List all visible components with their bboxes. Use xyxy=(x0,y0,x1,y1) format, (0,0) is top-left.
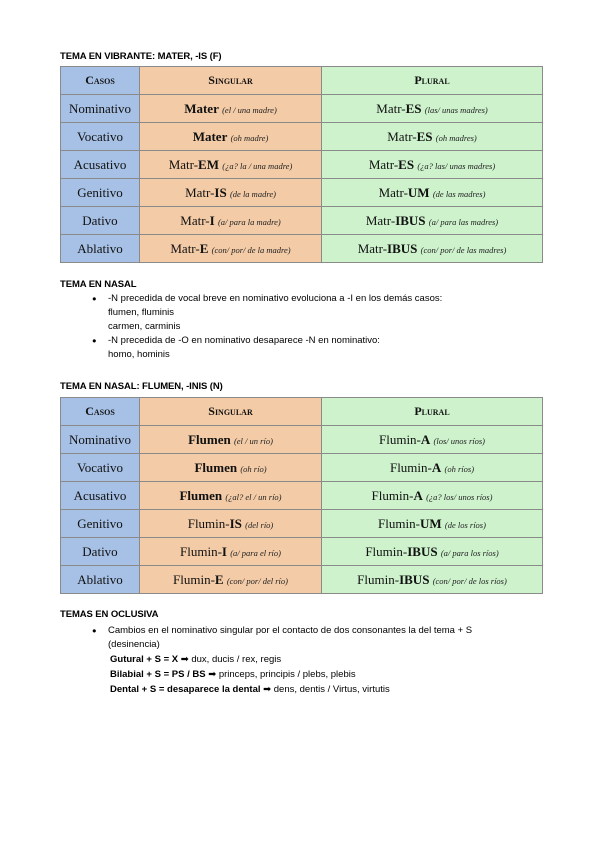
case-name: Genitivo xyxy=(61,510,140,538)
case-name: Acusativo xyxy=(61,482,140,510)
section-title-nasal: TEMA EN NASAL xyxy=(60,279,137,290)
ending: I xyxy=(221,543,227,559)
rule-label: Gutural + S = X xyxy=(110,654,179,665)
arrow-right-icon: ➡ xyxy=(208,669,217,680)
stem: Matr- xyxy=(368,156,399,172)
table-row xyxy=(61,95,543,123)
rule-bilabial xyxy=(110,668,356,681)
gloss: (¿a? las/ unas madres) xyxy=(417,160,496,171)
section-title-oclusiva: TEMAS EN OCLUSIVA xyxy=(60,609,159,620)
bullet-dot: ● xyxy=(92,626,97,635)
plural-form xyxy=(322,123,543,151)
ending: A xyxy=(420,431,431,447)
rule-gutural xyxy=(110,653,281,666)
table-row xyxy=(61,566,543,594)
singular-form xyxy=(140,426,322,454)
table-row xyxy=(61,482,543,510)
singular-form xyxy=(140,538,322,566)
rule-example: dens, dentis / Virtus, virtutis xyxy=(273,684,390,695)
stem: Matr- xyxy=(168,156,199,172)
gloss: (a/ para las madres) xyxy=(428,216,499,227)
gloss: (de las madres) xyxy=(432,188,486,199)
arrow-right-icon: ➡ xyxy=(263,684,272,695)
table-row xyxy=(61,454,543,482)
plural-form xyxy=(322,566,543,594)
section-title-vibrante: TEMA EN VIBRANTE: MATER, -IS (F) xyxy=(60,51,222,62)
stem: Matr- xyxy=(365,212,396,228)
ending: A xyxy=(413,487,423,503)
declension-table-mater xyxy=(60,66,543,263)
bullet-dot: ● xyxy=(92,294,97,303)
stem: Flumin- xyxy=(173,571,215,587)
singular-form xyxy=(140,95,322,123)
gloss: (¿a? los/ unos ríos) xyxy=(426,491,493,502)
ending: ES xyxy=(398,156,415,172)
stem: Flumin- xyxy=(371,487,414,503)
gloss: (del río) xyxy=(245,519,274,530)
singular-form xyxy=(140,151,322,179)
ending: IBUS xyxy=(399,571,430,587)
ending: IBUS xyxy=(407,543,438,559)
header-singular: Singular xyxy=(140,398,322,426)
ending: E xyxy=(214,571,224,587)
gloss: (con/ por/ de la madre) xyxy=(211,244,291,255)
plural-form xyxy=(322,482,543,510)
table-header-row xyxy=(61,398,543,426)
ending: Flumen xyxy=(188,431,231,447)
gloss: (a/ para el río) xyxy=(230,547,281,558)
stem: Matr- xyxy=(378,184,408,200)
gloss: (oh río) xyxy=(240,463,267,474)
ending: EM xyxy=(198,156,219,172)
plural-form xyxy=(322,179,543,207)
singular-form xyxy=(140,123,322,151)
stem: Matr- xyxy=(185,184,215,200)
gloss: (con/ por/ de las madres) xyxy=(420,244,507,255)
ending: A xyxy=(431,459,442,475)
ending: IS xyxy=(214,184,227,200)
section-title-flumen: TEMA EN NASAL: FLUMEN, -INIS (N) xyxy=(60,381,223,392)
rule-example: princeps, principis / plebs, plebis xyxy=(218,669,356,680)
gloss: (las/ unas madres) xyxy=(424,104,488,115)
ending: Mater xyxy=(192,128,228,144)
ending: IBUS xyxy=(395,212,426,228)
rule-label: Dental + S = desaparece la dental xyxy=(110,684,261,695)
table-row xyxy=(61,426,543,454)
plural-form xyxy=(322,510,543,538)
ending: Flumen xyxy=(179,487,223,503)
gloss: (con/ por/ de los ríos) xyxy=(432,575,507,586)
header-casos: Casos xyxy=(61,398,140,426)
gloss: (¿al? el / un río) xyxy=(225,491,282,502)
gloss: (el / una madre) xyxy=(222,104,277,115)
gloss: (con/ por/ del río) xyxy=(226,575,288,586)
bullet-dot: ● xyxy=(92,336,97,345)
ending: ES xyxy=(416,128,433,144)
stem: Flumin- xyxy=(187,515,230,531)
list-item-example: carmen, carminis xyxy=(108,321,181,332)
table-row xyxy=(61,207,543,235)
singular-form xyxy=(140,235,322,263)
table-row xyxy=(61,235,543,263)
rule-label: Bilabial + S = PS / BS xyxy=(110,669,206,680)
gloss: (oh madre) xyxy=(230,132,269,143)
arrow-right-icon: ➡ xyxy=(180,654,189,665)
rule-dental xyxy=(110,683,390,696)
list-item: -N precedida de -O en nominativo desaparece -N en nominativo: xyxy=(108,335,380,346)
singular-form xyxy=(140,207,322,235)
stem: Matr- xyxy=(170,240,200,256)
ending: IS xyxy=(229,515,242,531)
case-name: Ablativo xyxy=(61,235,140,263)
case-name: Dativo xyxy=(61,207,140,235)
case-name: Nominativo xyxy=(61,426,140,454)
ending: E xyxy=(199,240,209,256)
ending: I xyxy=(209,212,215,228)
ending: Flumen xyxy=(194,459,238,475)
gloss: (a/ para los ríos) xyxy=(440,547,499,558)
list-item-example: flumen, fluminis xyxy=(108,307,174,318)
header-singular: Singular xyxy=(140,67,322,95)
singular-form xyxy=(140,454,322,482)
gloss: (a/ para la madre) xyxy=(217,216,281,227)
case-name: Vocativo xyxy=(61,123,140,151)
plural-form xyxy=(322,235,543,263)
gloss: (los/ unos ríos) xyxy=(433,435,486,446)
stem: Flumin- xyxy=(180,543,222,559)
table-row xyxy=(61,151,543,179)
stem: Matr- xyxy=(357,240,388,256)
table-header-row xyxy=(61,67,543,95)
list-item: -N precedida de vocal breve en nominativo evoluciona a -I en los demás casos: xyxy=(108,293,443,304)
singular-form xyxy=(140,510,322,538)
gloss: (el / un río) xyxy=(233,435,273,446)
stem: Matr- xyxy=(180,212,210,228)
rule-example: dux, ducis / rex, regis xyxy=(191,654,282,665)
stem: Flumin- xyxy=(389,459,432,475)
case-name: Acusativo xyxy=(61,151,140,179)
gloss: (oh ríos) xyxy=(444,463,475,474)
table-row xyxy=(61,123,543,151)
declension-table-flumen xyxy=(60,397,543,594)
list-item-example: homo, hominis xyxy=(108,349,170,360)
plural-form xyxy=(322,207,543,235)
gloss: (oh madres) xyxy=(435,132,477,143)
gloss: (¿a? la / una madre) xyxy=(222,160,293,171)
case-name: Vocativo xyxy=(61,454,140,482)
stem: Flumin- xyxy=(357,571,400,587)
header-plural: Plural xyxy=(322,398,543,426)
case-name: Nominativo xyxy=(61,95,140,123)
gloss: (de los ríos) xyxy=(444,519,486,530)
table-row xyxy=(61,179,543,207)
case-name: Ablativo xyxy=(61,566,140,594)
singular-form xyxy=(140,566,322,594)
plural-form xyxy=(322,151,543,179)
stem: Flumin- xyxy=(365,543,408,559)
plural-form xyxy=(322,454,543,482)
plural-form xyxy=(322,426,543,454)
singular-form xyxy=(140,482,322,510)
stem: Matr- xyxy=(376,100,406,116)
singular-form xyxy=(140,179,322,207)
ending: IBUS xyxy=(387,240,418,256)
table-row xyxy=(61,538,543,566)
ending: ES xyxy=(405,100,422,116)
header-plural: Plural xyxy=(322,67,543,95)
header-casos: Casos xyxy=(61,67,140,95)
ending: Mater xyxy=(184,100,219,116)
gloss: (de la madre) xyxy=(229,188,276,199)
ending: UM xyxy=(419,515,442,531)
stem: Matr- xyxy=(387,128,417,144)
plural-form xyxy=(322,538,543,566)
table-row xyxy=(61,510,543,538)
ending: UM xyxy=(407,184,430,200)
case-name: Dativo xyxy=(61,538,140,566)
stem: Flumin- xyxy=(378,431,421,447)
plural-form xyxy=(322,95,543,123)
stem: Flumin- xyxy=(378,515,420,531)
list-item-continuation: (desinencia) xyxy=(108,639,160,650)
case-name: Genitivo xyxy=(61,179,140,207)
list-item: Cambios en el nominativo singular por el contacto de dos consonantes la del tema + S xyxy=(108,625,473,636)
